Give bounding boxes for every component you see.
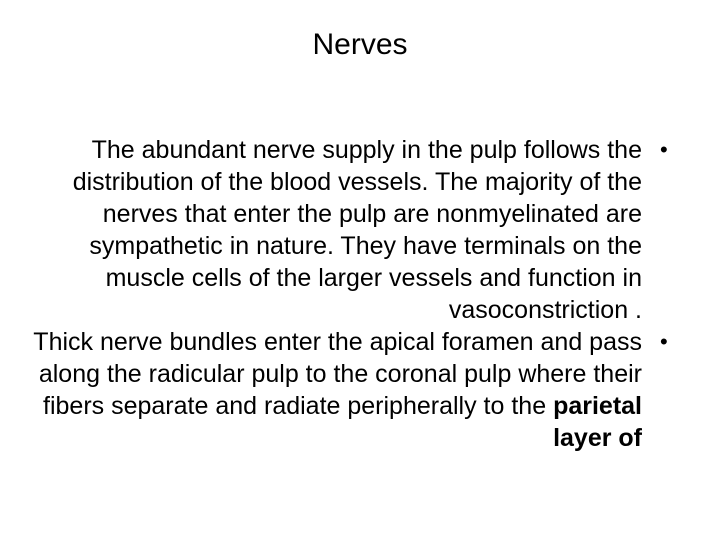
bullet-text-bold: parietal layer of bbox=[553, 392, 642, 452]
bullet-text-content bbox=[33, 328, 642, 452]
bullet-text bbox=[20, 134, 642, 326]
bullet-item bbox=[20, 326, 705, 454]
slide-title: Nerves bbox=[312, 28, 408, 61]
bullet-list bbox=[20, 134, 705, 454]
bullet-dot-icon: • bbox=[660, 137, 668, 162]
bullet-item bbox=[20, 134, 705, 326]
bullet-dot-icon: • bbox=[660, 329, 668, 354]
bullet-text bbox=[20, 326, 642, 454]
bullet-text-regular: Thick nerve bundles enter the apical foramen and pass along the radicular pulp to the coronal pulp where their fibers separate and radiate peripherally to the bbox=[33, 328, 642, 420]
bullet-text-content: The abundant nerve supply in the pulp follows the distribution of the blood vessels. The majority of the nerves that enter the pulp are nonmyelinated are sympathetic in nature. They have terminals on the muscle cells of the larger vessels and function in vasoconstriction . bbox=[72, 136, 642, 324]
